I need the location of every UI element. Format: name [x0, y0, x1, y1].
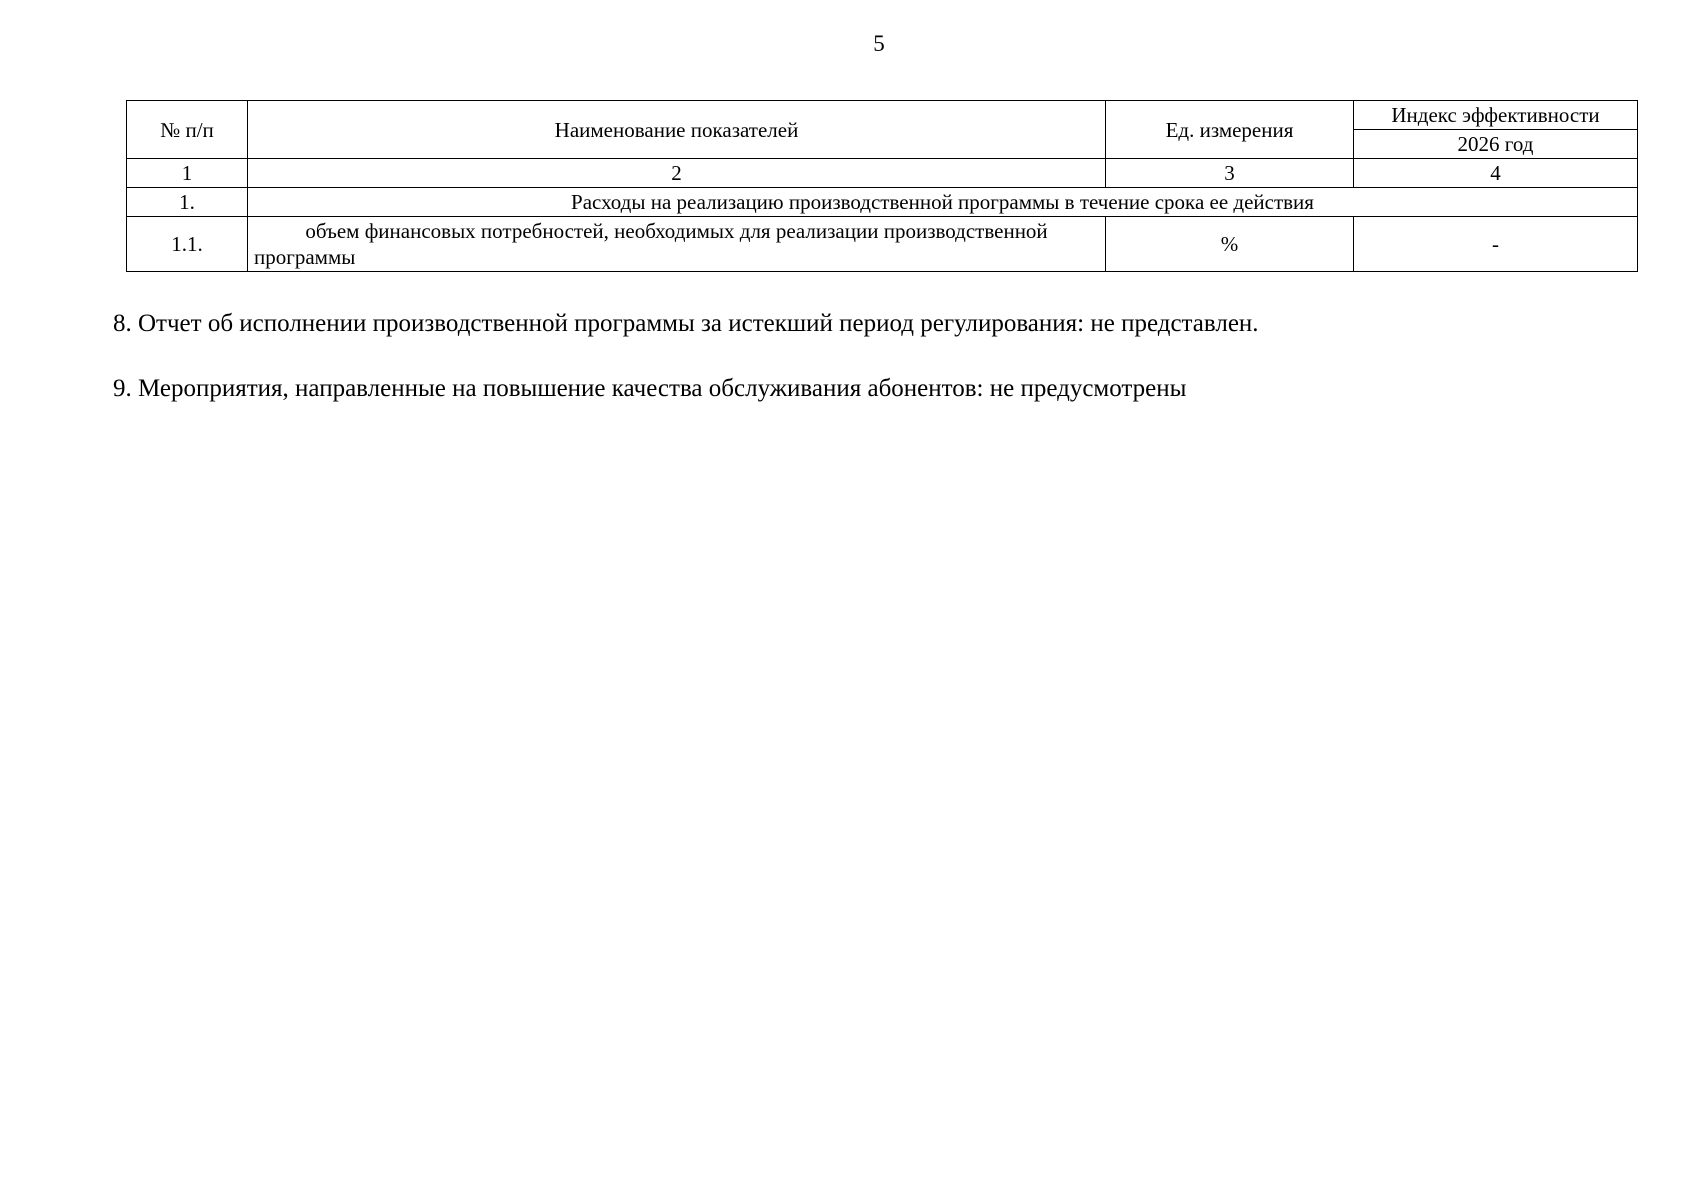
column-numbers-row — [127, 159, 1638, 188]
row-unit: % — [1106, 217, 1354, 272]
indicators-table — [126, 100, 1638, 272]
section-num: 1. — [127, 188, 248, 217]
column-number: 2 — [248, 159, 1106, 188]
header-unit: Ед. измерения — [1106, 101, 1354, 159]
row-num: 1.1. — [127, 217, 248, 272]
page-number: 5 — [873, 31, 885, 56]
row-value: - — [1354, 217, 1638, 272]
paragraph-measures: 9. Мероприятия, направленные на повышение качества обслуживания абонентов: не предусмотрены — [113, 375, 1187, 402]
section-title: Расходы на реализацию производственной программы в течение срока ее действия — [248, 188, 1638, 217]
header-num: № п/п — [127, 101, 248, 159]
header-index-year: 2026 год — [1354, 130, 1638, 159]
header-index-group: Индекс эффективности — [1354, 101, 1638, 130]
section-row — [127, 188, 1638, 217]
column-number: 1 — [127, 159, 248, 188]
row-name: объем финансовых потребностей, необходимых для реализации производственной программы — [248, 217, 1106, 272]
table-row — [127, 217, 1638, 272]
column-number: 4 — [1354, 159, 1638, 188]
column-number: 3 — [1106, 159, 1354, 188]
table-header-row — [127, 101, 1638, 130]
header-name: Наименование показателей — [248, 101, 1106, 159]
paragraph-report: 8. Отчет об исполнении производственной программы за истекший период регулирования: не представлен. — [113, 310, 1259, 337]
